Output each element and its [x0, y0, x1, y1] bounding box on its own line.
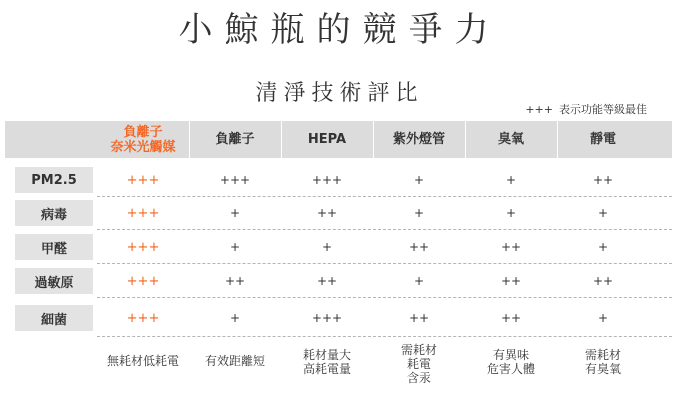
table-cell: +++: [126, 172, 160, 188]
footer-note: [557, 348, 649, 376]
table-cell: ++: [500, 311, 522, 325]
table-cell: ++: [592, 274, 614, 288]
footer-note: [97, 354, 189, 368]
footer-note-line: 有效距離短: [204, 354, 265, 368]
table-cell: +++: [126, 310, 160, 326]
table-cell: +++: [126, 273, 160, 289]
table-cell: +++: [219, 173, 251, 187]
table-cell: ++: [224, 274, 246, 288]
table-cell: +++: [311, 311, 343, 325]
page-subtitle: 清淨技術評比: [255, 81, 424, 106]
table-cell: +++: [311, 173, 343, 187]
table-cell: ++: [408, 240, 430, 254]
header-divider: [557, 121, 558, 158]
footer-note-line: 耗材量大: [302, 348, 351, 362]
table-cell: ++: [500, 274, 522, 288]
header-divider: [281, 121, 282, 158]
footer-note-line: 含汞: [406, 371, 431, 385]
column-header-line: 臭氧: [497, 132, 524, 147]
legend-symbol: +++: [525, 103, 553, 116]
footer-note-line: 高耗電量: [302, 362, 351, 376]
column-header-negative-ion-photocatalyst: [97, 121, 189, 158]
row-divider: [97, 336, 672, 337]
column-header-ozone: [465, 121, 557, 158]
row-label-pm25: PM2.5: [15, 167, 93, 193]
column-header-uv-lamp: [373, 121, 465, 158]
row-divider: [97, 229, 672, 230]
header-divider: [189, 121, 190, 158]
column-header-line: 紫外燈管: [392, 132, 445, 147]
footer-note: [373, 343, 465, 385]
column-header-line: 奈米光觸媒: [110, 139, 176, 155]
table-cell: ++: [316, 206, 338, 220]
column-header-negative-ion: [189, 121, 281, 158]
footer-note: [465, 348, 557, 376]
page-title: 小鯨瓶的競爭力: [178, 10, 501, 50]
table-cell: +: [597, 311, 609, 325]
column-header-line: HEPA: [307, 132, 347, 147]
table-cell: ++: [408, 311, 430, 325]
table-cell: +: [597, 206, 609, 220]
column-header-hepa: [281, 121, 373, 158]
footer-note-line: 需耗材: [584, 348, 621, 362]
table-cell: +: [505, 173, 517, 187]
table-cell: +++: [126, 205, 160, 221]
table-cell: +: [413, 274, 425, 288]
table-cell: +: [597, 240, 609, 254]
row-label-allergen: 過敏原: [15, 268, 93, 294]
table-cell: +: [413, 173, 425, 187]
column-header-line: 負離子: [123, 124, 163, 140]
table-cell: +: [505, 206, 517, 220]
row-label-formaldehyde: 甲醛: [15, 234, 93, 260]
row-label-bacteria: 細菌: [15, 305, 93, 331]
table-cell: +: [229, 206, 241, 220]
table-cell: ++: [316, 274, 338, 288]
footer-note: [281, 348, 373, 376]
header-divider: [373, 121, 374, 158]
footer-note-line: 無耗材低耗電: [106, 354, 179, 368]
row-divider: [97, 297, 672, 298]
row-divider: [97, 196, 672, 197]
footer-note: [189, 354, 281, 368]
table-cell: +: [321, 240, 333, 254]
row-divider: [97, 263, 672, 264]
footer-note-line: 有臭氧: [584, 362, 621, 376]
table-cell: +: [229, 240, 241, 254]
table-cell: ++: [592, 173, 614, 187]
footer-note-line: 耗電: [406, 357, 431, 371]
table-cell: +: [413, 206, 425, 220]
footer-note-line: 危害人體: [486, 362, 535, 376]
column-header-line: 靜電: [589, 132, 616, 147]
footer-note-line: 有異味: [492, 348, 529, 362]
table-cell: +++: [126, 239, 160, 255]
column-header-electrostatic: [557, 121, 649, 158]
table-cell: +: [229, 311, 241, 325]
header-divider: [465, 121, 466, 158]
footer-note-line: 需耗材: [400, 343, 437, 357]
legend-note: [525, 101, 647, 117]
legend-text: 表示功能等級最佳: [559, 103, 647, 116]
table-cell: ++: [500, 240, 522, 254]
column-header-line: 負離子: [215, 132, 255, 147]
row-label-virus: 病毒: [15, 200, 93, 226]
